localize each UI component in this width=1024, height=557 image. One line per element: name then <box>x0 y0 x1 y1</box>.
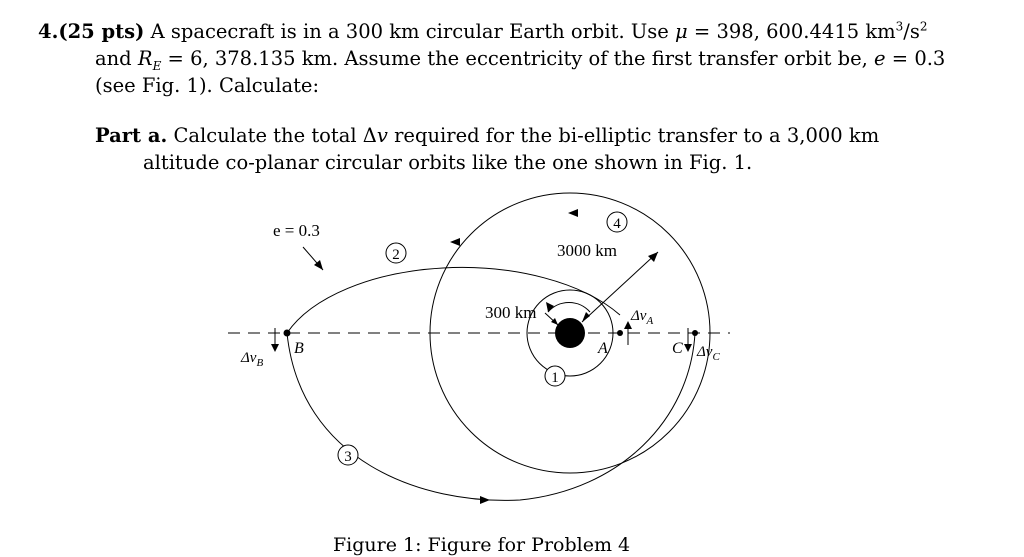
re-sub: E <box>152 58 162 73</box>
arrow-orbit-1-arc <box>548 303 590 312</box>
label-C: C <box>672 340 683 357</box>
label-A: A <box>598 340 608 357</box>
mu-unit: /s <box>903 20 920 43</box>
part-a-text2: required for the bi-elliptic transfer to a 3,000 km <box>387 124 880 147</box>
figure-caption: Figure 1: Figure for Problem 4 <box>333 534 631 556</box>
arrow-orbit-4 <box>568 209 578 217</box>
problem-intro: A spacecraft is in a 300 km circular Earth orbit. Use <box>150 20 669 43</box>
and-word: and <box>95 47 132 70</box>
re-symbol: R <box>137 47 153 70</box>
part-a-label: Part a. <box>95 124 168 147</box>
dvC-label: $\Delta v_C$ <box>697 344 720 363</box>
label-3000km: 3000 km <box>557 241 617 260</box>
label-4: 4 <box>613 216 621 232</box>
mu-value: = 398, 600.4415 km <box>687 20 896 43</box>
point-C <box>692 330 698 336</box>
part-a-v: v <box>376 124 388 147</box>
dvC-head <box>684 344 692 352</box>
problem-points: (25 pts) <box>58 20 145 43</box>
label-2: 2 <box>392 247 400 263</box>
problem-number: 4. <box>38 20 59 43</box>
label-B: B <box>294 340 304 357</box>
label-3: 3 <box>344 449 352 465</box>
part-a-text1: Calculate the total Δ <box>173 124 377 147</box>
dvA-label: $\Delta v_A$ <box>631 308 654 327</box>
radius-3000-line <box>582 252 658 322</box>
ecc-label: e = 0.3 <box>273 221 320 240</box>
transfer-orbit-3 <box>287 333 695 500</box>
point-A <box>617 330 623 336</box>
mu-sup2: 2 <box>919 19 928 34</box>
part-a-line2: altitude co-planar circular orbits like the one shown in Fig. 1. <box>143 151 753 174</box>
dvB-head <box>271 344 279 352</box>
see-figure: (see Fig. 1). Calculate: <box>95 74 320 97</box>
label-300km: 300 km <box>485 303 537 322</box>
mu-symbol: μ <box>675 20 688 43</box>
arrow-orbit-2 <box>450 238 460 246</box>
mu-sup: 3 <box>895 19 904 34</box>
point-B <box>284 330 291 337</box>
e-symbol: e <box>874 47 886 70</box>
e-value: = 0.3 <box>885 47 946 70</box>
dvB-label: $\Delta v_B$ <box>241 350 264 369</box>
arrow-orbit-3 <box>480 496 490 504</box>
radius-3000-tail <box>582 312 590 322</box>
label-1: 1 <box>551 370 559 386</box>
re-value: = 6, 378.135 km. Assume the eccentricity of the first transfer orbit be, <box>161 47 868 70</box>
